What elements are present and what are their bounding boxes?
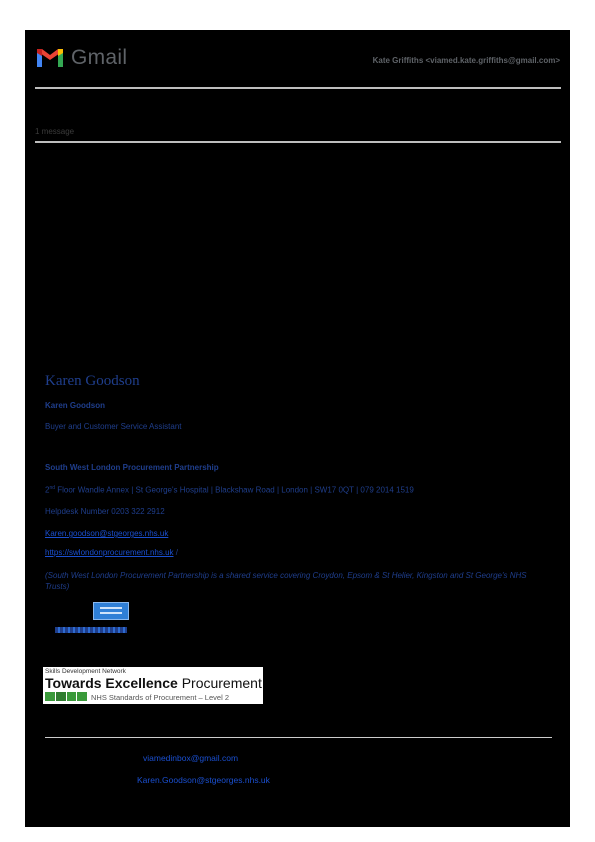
signature-helpdesk: Helpdesk Number 0203 322 2912 <box>45 507 165 516</box>
header-divider <box>35 87 561 89</box>
tep-title <box>45 675 262 691</box>
website-suffix: / <box>173 548 178 557</box>
signature-website <box>45 548 178 557</box>
tep-title-bold: Towards Excellence <box>45 675 178 691</box>
partnership-banner-image <box>55 627 127 633</box>
recipient-email[interactable]: viamedinbox@gmail.com <box>143 753 239 763</box>
email-print-page <box>25 30 570 827</box>
gmail-logo-icon <box>35 47 65 69</box>
sender-address: Kate Griffiths <viamed.kate.griffiths@gmail.com> <box>372 56 560 65</box>
tep-subtitle: NHS Standards of Procurement – Level 2 <box>91 693 229 702</box>
address-floor-number: 2 <box>45 485 50 495</box>
partnership-badge-image <box>93 602 129 620</box>
message-count: 1 message <box>35 127 75 136</box>
signature-address <box>45 485 414 495</box>
tep-blocks-icon <box>45 692 87 701</box>
signature-organisation: South West London Procurement Partnership <box>45 463 219 472</box>
gmail-logo[interactable] <box>35 46 127 70</box>
footer-divider <box>45 737 552 738</box>
signature-note: (South West London Procurement Partnership is a shared service covering Croydon, Epsom & St Helier, Kingston and St George's NHS Trusts) <box>45 571 527 591</box>
cc-email[interactable]: Karen.Goodson@stgeorges.nhs.uk <box>137 775 270 785</box>
towards-excellence-logo <box>43 667 263 704</box>
gmail-wordmark: Gmail <box>71 46 128 69</box>
signature-display-name: Karen Goodson <box>45 373 140 389</box>
tep-network-label: Skills Development Network <box>45 668 126 675</box>
address-floor-suffix: nd <box>49 485 56 491</box>
address-rest: Floor Wandle Annex | St George's Hospital | Blackshaw Road | London | SW17 0QT | 079 2014 1519 <box>55 485 414 495</box>
signature-email-link[interactable]: Karen.goodson@stgeorges.nhs.uk <box>45 529 169 538</box>
tep-title-rest: Procurement <box>177 675 262 691</box>
signature-job-title: Buyer and Customer Service Assistant <box>45 422 182 431</box>
thread-divider <box>35 141 561 143</box>
signature-name: Karen Goodson <box>45 401 106 410</box>
signature-website-link[interactable]: https://swlondonprocurement.nhs.uk <box>45 548 174 557</box>
